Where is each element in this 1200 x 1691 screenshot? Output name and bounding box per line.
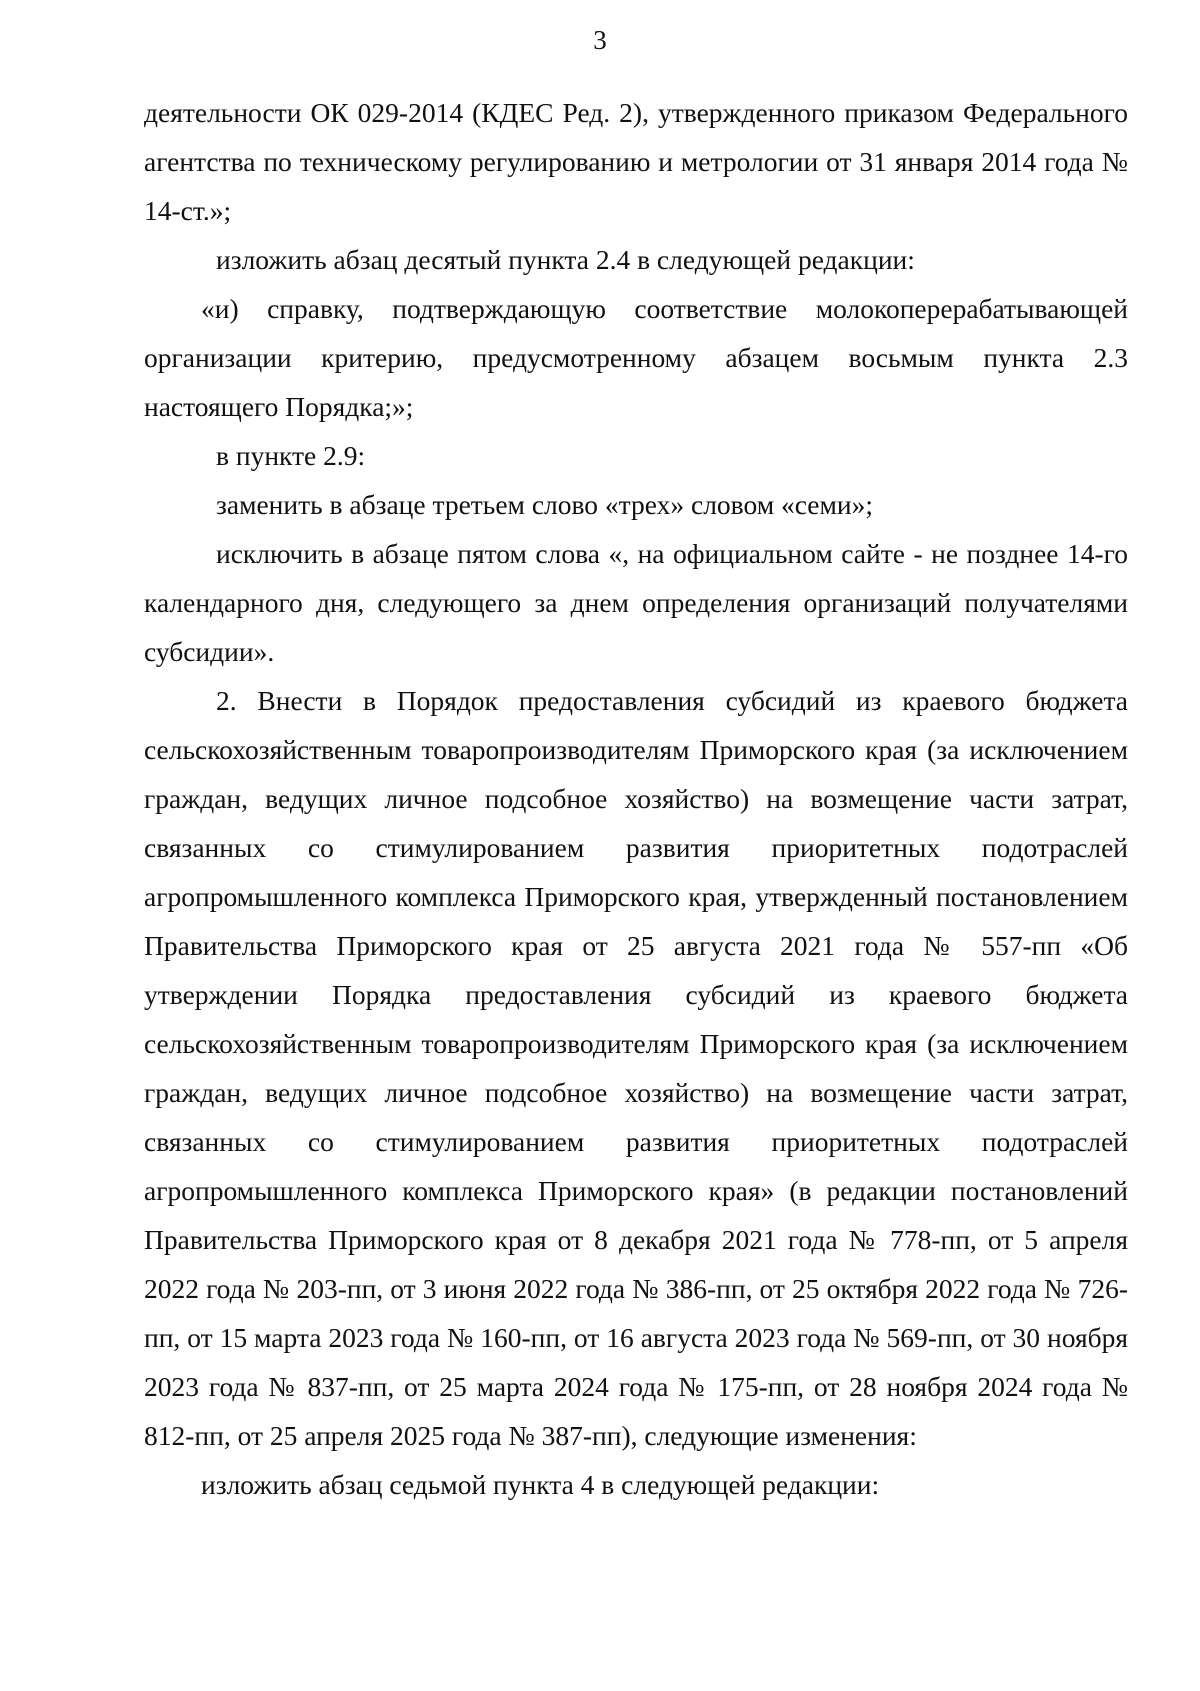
paragraph-point-2-9: в пункте 2.9: [216, 440, 366, 471]
page-number: 3 [593, 25, 607, 55]
paragraph-exclude-words: исключить в абзаце пятом слова «, на официальном сайте - не позднее 14-го календарного дня, следующего за днем определения организаций получателями субсидии». [144, 538, 1128, 667]
paragraph-amend-2-4: изложить абзац десятый пункта 2.4 в следующей редакции: [216, 244, 915, 275]
paragraph-replace-word: заменить в абзаце третьем слово «трех» словом «семи»; [216, 489, 873, 520]
paragraph-continuation: деятельности ОК 029-2014 (КДЕС Ред. 2), утвержденного приказом Федерального агентства по техническому регулированию и метрологии от 31 января 2014 года № 14-ст.»; [144, 97, 1128, 226]
paragraph-quote-i: «и) справку, подтверждающую соответствие молокоперерабатывающей организации критерию, предусмотренному абзацем восьмым пункта 2.3 настоящего Порядка;»; [144, 293, 1128, 422]
paragraph-item-2: 2. Внести в Порядок предоставления субсидий из краевого бюджета сельскохозяйственным товаропроизводителям Приморского края (за исключением граждан, ведущих личное подсобное хозяйство) на возмещение части затрат, связанных со стимулированием развития приоритетных подотраслей агропромышленного комплекса Приморского края, утвержденный постановлением Правительства Приморского края от 25 августа 2021 года № 557-пп «Об утверждении Порядка предоставления субсидий из краевого бюджета сельскохозяйственным товаропроизводителям Приморского края (за исключением граждан, ведущих личное подсобное хозяйство) на возмещение части затрат, связанных со стимулированием развития приоритетных подотраслей агропромышленного комплекса Приморского края» (в редакции постановлений Правительства Приморского края от 8 декабря 2021 года № 778-пп, от 5 апреля 2022 года № 203-пп, от 3 июня 2022 года № 386-пп, от 25 октября 2022 года № 726-пп, от 15 марта 2023 года № 160-пп, от 16 августа 2023 года № 569-пп, от 30 ноября 2023 года № 837-пп, от 25 марта 2024 года № 175-пп, от 28 ноября 2024 года № 812-пп, от 25 апреля 2025 года № 387-пп), следующие изменения: [144, 685, 1128, 1451]
document-body [144, 88, 1128, 1509]
paragraph-amend-point-4: изложить абзац седьмой пункта 4 в следующей редакции: [201, 1469, 880, 1500]
